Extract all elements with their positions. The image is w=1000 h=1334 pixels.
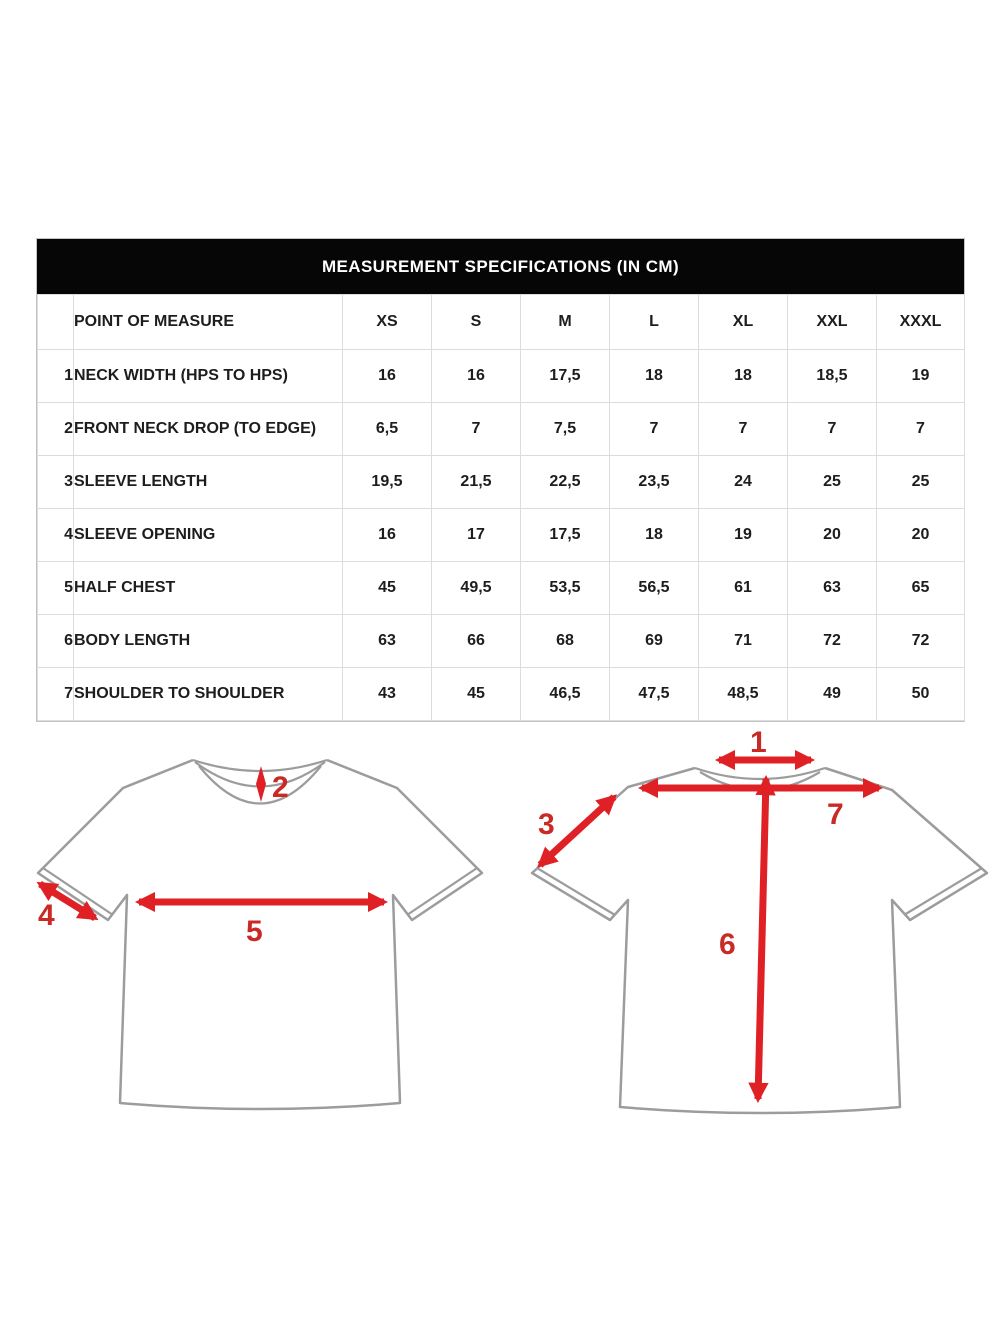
table-row — [38, 562, 965, 615]
table-row — [38, 509, 965, 562]
size-value: 49,5 — [432, 562, 521, 615]
measure-label: NECK WIDTH (HPS TO HPS) — [74, 350, 343, 403]
size-value: 16 — [343, 509, 432, 562]
size-value: 68 — [521, 615, 610, 668]
size-value: 43 — [343, 668, 432, 721]
column-header-m: M — [521, 295, 610, 350]
size-value: 21,5 — [432, 456, 521, 509]
size-value: 7 — [610, 403, 699, 456]
size-value: 48,5 — [699, 668, 788, 721]
measurement-table — [36, 238, 965, 722]
size-value: 19 — [877, 350, 965, 403]
size-value: 45 — [343, 562, 432, 615]
size-value: 49 — [788, 668, 877, 721]
column-header-s: S — [432, 295, 521, 350]
front-neck-drop-label: 2 — [272, 771, 289, 804]
row-number: 4 — [38, 509, 74, 562]
size-value: 17,5 — [521, 509, 610, 562]
row-number: 7 — [38, 668, 74, 721]
size-value: 17 — [432, 509, 521, 562]
column-header-l: L — [610, 295, 699, 350]
size-value: 22,5 — [521, 456, 610, 509]
column-header-xxxl: XXXL — [877, 295, 965, 350]
size-value: 7 — [877, 403, 965, 456]
size-value: 25 — [788, 456, 877, 509]
size-value: 61 — [699, 562, 788, 615]
column-header-xs: XS — [343, 295, 432, 350]
size-value: 7 — [699, 403, 788, 456]
size-value: 20 — [788, 509, 877, 562]
size-value: 20 — [877, 509, 965, 562]
tshirt-back-diagram — [510, 720, 990, 1140]
size-value: 72 — [788, 615, 877, 668]
measure-label: SHOULDER TO SHOULDER — [74, 668, 343, 721]
size-value: 66 — [432, 615, 521, 668]
table-row — [38, 350, 965, 403]
size-value: 17,5 — [521, 350, 610, 403]
neck-width-label: 1 — [750, 726, 767, 759]
size-value: 23,5 — [610, 456, 699, 509]
table-row — [38, 403, 965, 456]
size-value: 47,5 — [610, 668, 699, 721]
measure-label: SLEEVE LENGTH — [74, 456, 343, 509]
size-value: 25 — [877, 456, 965, 509]
row-number: 6 — [38, 615, 74, 668]
measure-label: SLEEVE OPENING — [74, 509, 343, 562]
header-number-cell — [38, 295, 74, 350]
half-chest-label: 5 — [246, 915, 263, 948]
size-value: 16 — [343, 350, 432, 403]
column-header-xl: XL — [699, 295, 788, 350]
table-row — [38, 615, 965, 668]
size-value: 6,5 — [343, 403, 432, 456]
size-value: 56,5 — [610, 562, 699, 615]
measurement-grid — [37, 294, 965, 721]
sleeve-opening-label: 4 — [38, 899, 55, 932]
size-value: 18 — [699, 350, 788, 403]
table-row — [38, 668, 965, 721]
size-value: 72 — [877, 615, 965, 668]
row-number: 5 — [38, 562, 74, 615]
size-value: 7 — [788, 403, 877, 456]
size-value: 69 — [610, 615, 699, 668]
body-length-label: 6 — [719, 928, 736, 961]
size-value: 18,5 — [788, 350, 877, 403]
table-row — [38, 456, 965, 509]
size-value: 63 — [343, 615, 432, 668]
size-value: 18 — [610, 509, 699, 562]
size-value: 53,5 — [521, 562, 610, 615]
shoulder-to-shoulder-label: 7 — [827, 798, 844, 831]
measure-label: BODY LENGTH — [74, 615, 343, 668]
size-value: 7 — [432, 403, 521, 456]
size-value: 18 — [610, 350, 699, 403]
column-header-xxl: XXL — [788, 295, 877, 350]
size-value: 50 — [877, 668, 965, 721]
row-number: 3 — [38, 456, 74, 509]
size-value: 45 — [432, 668, 521, 721]
size-value: 16 — [432, 350, 521, 403]
header-row — [38, 295, 965, 350]
size-value: 19,5 — [343, 456, 432, 509]
measure-label: HALF CHEST — [74, 562, 343, 615]
tshirt-front-diagram — [20, 735, 500, 1125]
size-value: 19 — [699, 509, 788, 562]
table-title: MEASUREMENT SPECIFICATIONS (IN CM) — [37, 239, 964, 294]
sleeve-length-label: 3 — [538, 808, 555, 841]
measure-label: FRONT NECK DROP (TO EDGE) — [74, 403, 343, 456]
size-value: 65 — [877, 562, 965, 615]
column-header-point-of-measure: POINT OF MEASURE — [74, 295, 343, 350]
size-value: 63 — [788, 562, 877, 615]
size-value: 46,5 — [521, 668, 610, 721]
row-number: 1 — [38, 350, 74, 403]
size-value: 71 — [699, 615, 788, 668]
row-number: 2 — [38, 403, 74, 456]
size-value: 7,5 — [521, 403, 610, 456]
size-value: 24 — [699, 456, 788, 509]
